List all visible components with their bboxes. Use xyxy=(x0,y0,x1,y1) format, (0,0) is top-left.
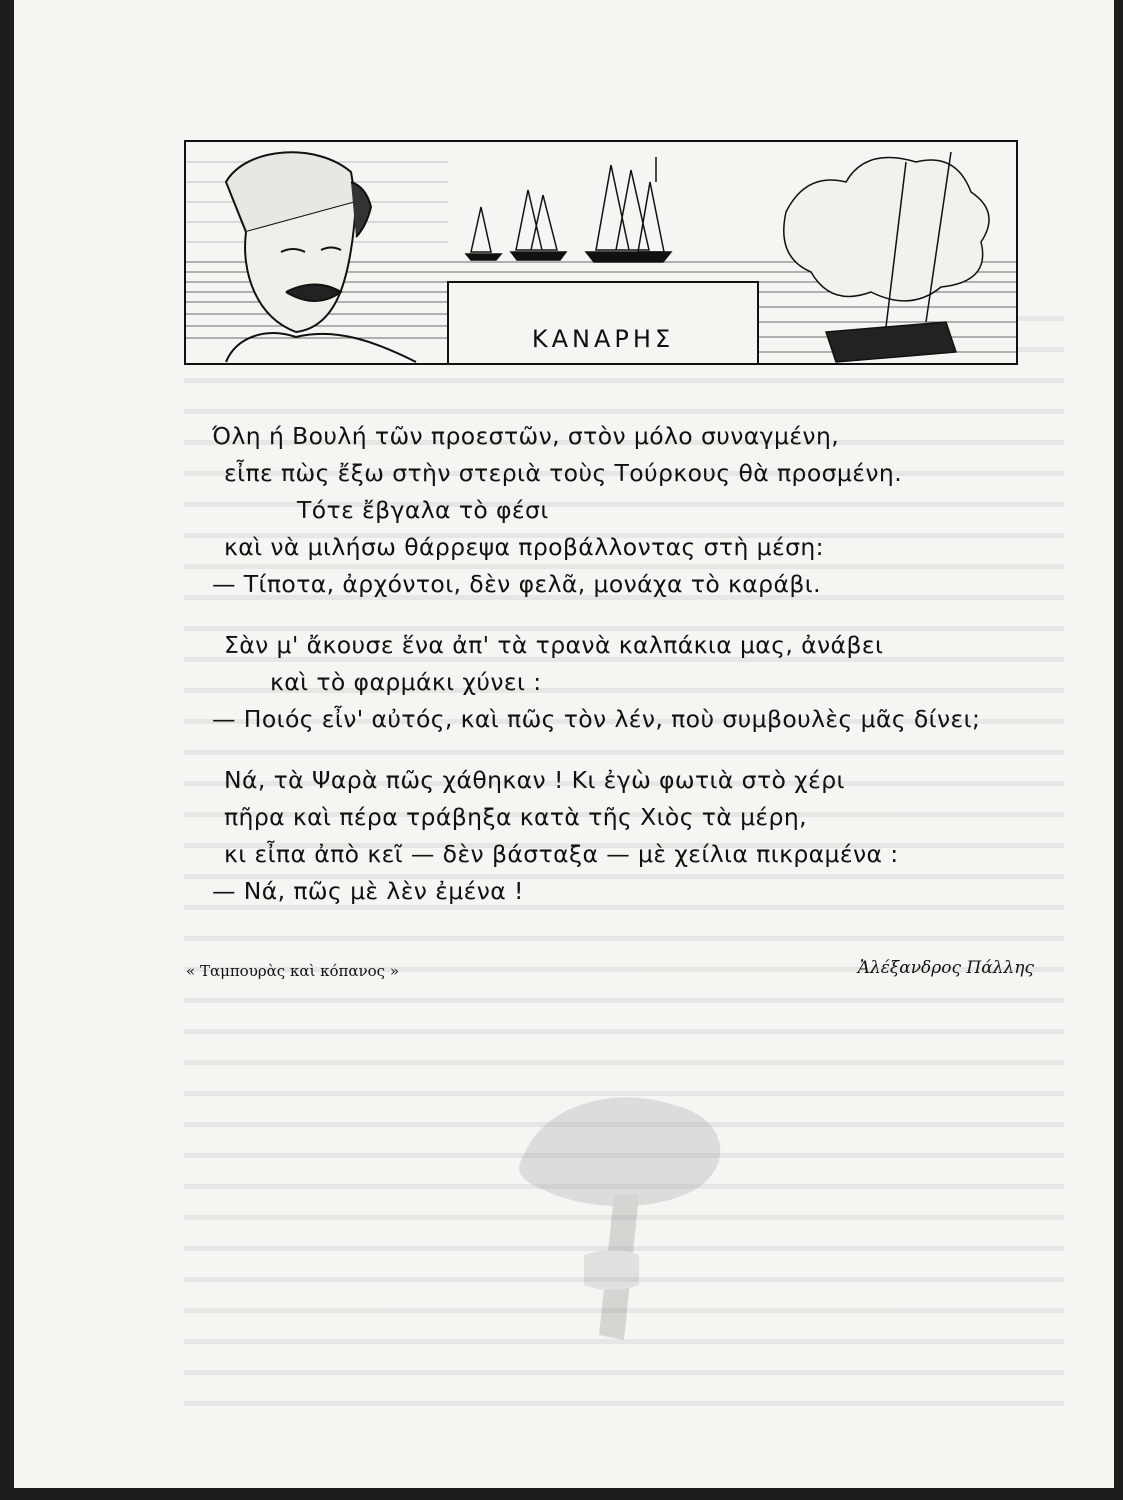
stanza-2 xyxy=(212,627,1072,738)
poem-body xyxy=(212,418,1072,934)
poem-line: εἶπε πὼς ἔξω στὴν στεριὰ τοὺς Τούρκους θὰ προσμένη. xyxy=(224,459,903,487)
illustrated-banner xyxy=(184,140,1018,365)
poem-line: πῆρα καὶ πέρα τράβηξα κατὰ τῆς Χιὸς τὰ μέρη, xyxy=(224,803,808,831)
book-page xyxy=(14,0,1114,1488)
burning-ship xyxy=(784,152,989,362)
stanza-3 xyxy=(212,762,1072,910)
poem-line: — Τίποτα, ἀρχόντοι, δὲν φελᾶ, μονάχα τὸ καράβι. xyxy=(212,570,821,598)
poem-line: Όλη ή Βουλή τῶν προεστῶν, στὸν μόλο συναγμένη, xyxy=(212,422,840,450)
poem-line: Σὰν μ' ἄκουσε ἕνα ἀπ' τὰ τρανὰ καλπάκια μας, ἀνάβει xyxy=(224,631,884,659)
stanza-1 xyxy=(212,418,1072,603)
poem-author: Ἀλέξανδρος Πάλλης xyxy=(857,958,1034,978)
poem-line: καὶ νὰ μιλήσω θάρρεψα προβάλλοντας στὴ μέση: xyxy=(224,533,824,561)
torch-illustration xyxy=(504,1085,744,1355)
poem-line: Νά, τὰ Ψαρὰ πῶς χάθηκαν ! Κι ἐγὼ φωτιὰ στὸ χέρι xyxy=(224,766,845,794)
poem-line: — Ποιός εἶν' αὐτός, καὶ πῶς τὸν λέν, ποὺ συμβουλὲς μᾶς δίνει; xyxy=(212,705,981,733)
portrait xyxy=(226,152,416,362)
poem-line: Τότε ἔβγαλα τὸ φέσι xyxy=(297,496,549,524)
poem-line: — Νά, πῶς μὲ λὲν ἐμένα ! xyxy=(212,877,524,905)
poem-line: κι εἶπα ἀπὸ κεῖ — δὲν βάσταξα — μὲ χείλια πικραμένα : xyxy=(224,840,899,868)
poem-line: καὶ τὸ φαρμάκι χύνει : xyxy=(270,668,542,696)
poem-source: « Ταμπουρὰς καὶ κόπανος » xyxy=(186,962,399,980)
poem-title: ΚΑΝΑΡΗΣ xyxy=(531,325,675,353)
